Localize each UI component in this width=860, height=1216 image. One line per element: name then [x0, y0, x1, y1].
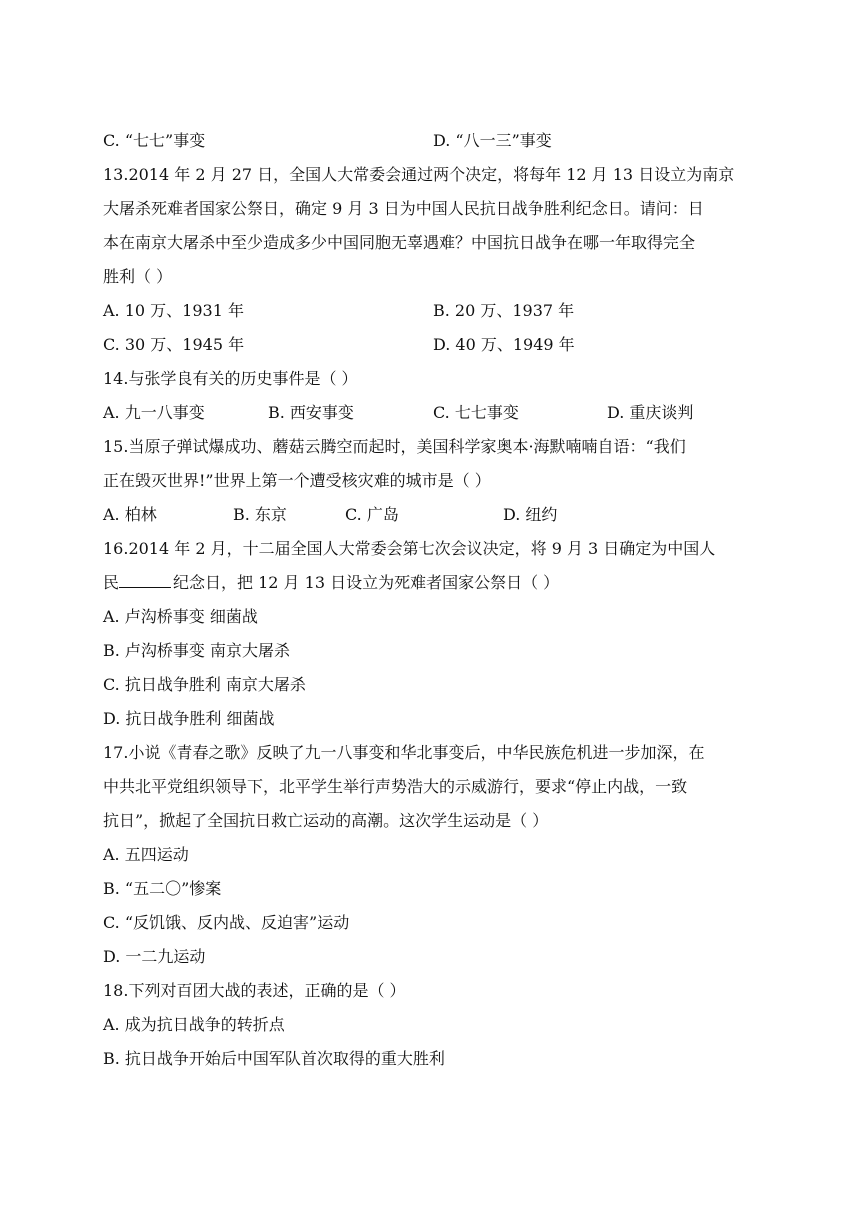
- q18-option-a[interactable]: A. 成为抗日战争的转折点: [103, 1015, 285, 1034]
- q16-option-b[interactable]: B. 卢沟桥事变 南京大屠杀: [103, 641, 291, 660]
- q12-option-c[interactable]: C. “七七”事变: [103, 131, 206, 150]
- q15-stem-line1: 15.当原子弹试爆成功、蘑菇云腾空而起时，美国科学家奥本·海默喃喃自语：“我们: [103, 437, 686, 456]
- q15-option-b[interactable]: B. 东京: [233, 505, 287, 524]
- q18-option-b[interactable]: B. 抗日战争开始后中国军队首次取得的重大胜利: [103, 1049, 445, 1068]
- q15-option-c[interactable]: C. 广岛: [345, 505, 399, 524]
- q13-option-d[interactable]: D. 40 万、1949 年: [433, 335, 575, 354]
- q15-stem-line2: 正在毁灭世界!”世界上第一个遭受核灾难的城市是（ ）: [103, 471, 491, 490]
- q16-option-a[interactable]: A. 卢沟桥事变 细菌战: [103, 607, 258, 626]
- q12-option-d[interactable]: D. “八一三”事变: [433, 131, 552, 150]
- q14-options-row: [103, 396, 763, 430]
- q17-option-c[interactable]: C. “反饥饿、反内战、反迫害”运动: [103, 913, 350, 932]
- q13-stem-line1: 13.2014 年 2 月 27 日，全国人大常委会通过两个决定，将每年 12 月 13 日设立为南京: [103, 165, 735, 184]
- q17-option-a[interactable]: A. 五四运动: [103, 845, 189, 864]
- q13-option-c[interactable]: C. 30 万、1945 年: [103, 335, 245, 354]
- q15-options-row: [103, 498, 763, 532]
- q15-option-d[interactable]: D. 纽约: [503, 505, 558, 524]
- q13-option-a[interactable]: A. 10 万、1931 年: [103, 301, 244, 320]
- q14-option-c[interactable]: C. 七七事变: [433, 403, 519, 422]
- q13-option-b[interactable]: B. 20 万、1937 年: [433, 301, 575, 320]
- q17-stem-line3: 抗日”，掀起了全国抗日救亡运动的高潮。这次学生运动是（ ）: [103, 811, 549, 830]
- answer-blank[interactable]: [119, 569, 171, 588]
- q17-stem-line2: 中共北平党组织领导下，北平学生举行声势浩大的示威游行，要求“停止内战，一致: [103, 777, 688, 796]
- q16-stem-line2-suffix: 纪念日，把 12 月 13 日设立为死难者国家公祭日（ ）: [173, 573, 560, 592]
- q14-stem: 14.与张学良有关的历史事件是（ ）: [103, 369, 358, 388]
- q12-options-row: [103, 124, 763, 158]
- q14-option-a[interactable]: A. 九一八事变: [103, 403, 205, 422]
- q14-option-b[interactable]: B. 西安事变: [268, 403, 354, 422]
- q16-stem-line2: [103, 566, 763, 600]
- q13-options-row1: [103, 294, 763, 328]
- q15-option-a[interactable]: A. 柏林: [103, 505, 157, 524]
- q13-stem-line2: 大屠杀死难者国家公祭日，确定 9 月 3 日为中国人民抗日战争胜利纪念日。请问：日: [103, 199, 704, 218]
- q13-stem-line4: 胜利（ ）: [103, 267, 173, 286]
- q17-option-d[interactable]: D. 一二九运动: [103, 947, 206, 966]
- q13-stem-line3: 本在南京大屠杀中至少造成多少中国同胞无辜遇难？中国抗日战争在哪一年取得完全: [103, 233, 696, 252]
- q16-option-d[interactable]: D. 抗日战争胜利 细菌战: [103, 709, 275, 728]
- q16-option-c[interactable]: C. 抗日战争胜利 南京大屠杀: [103, 675, 306, 694]
- q18-stem: 18.下列对百团大战的表述，正确的是（ ）: [103, 981, 406, 1000]
- q13-options-row2: [103, 328, 763, 362]
- q14-option-d[interactable]: D. 重庆谈判: [607, 403, 694, 422]
- q16-stem-line1: 16.2014 年 2 月，十二届全国人大常委会第七次会议决定，将 9 月 3 日确定为中国人: [103, 539, 716, 558]
- q17-option-b[interactable]: B. “五二〇”惨案: [103, 879, 222, 898]
- q16-stem-line2-prefix: 民: [103, 573, 120, 592]
- q17-stem-line1: 17.小说《青春之歌》反映了九一八事变和华北事变后，中华民族危机进一步加深，在: [103, 743, 705, 762]
